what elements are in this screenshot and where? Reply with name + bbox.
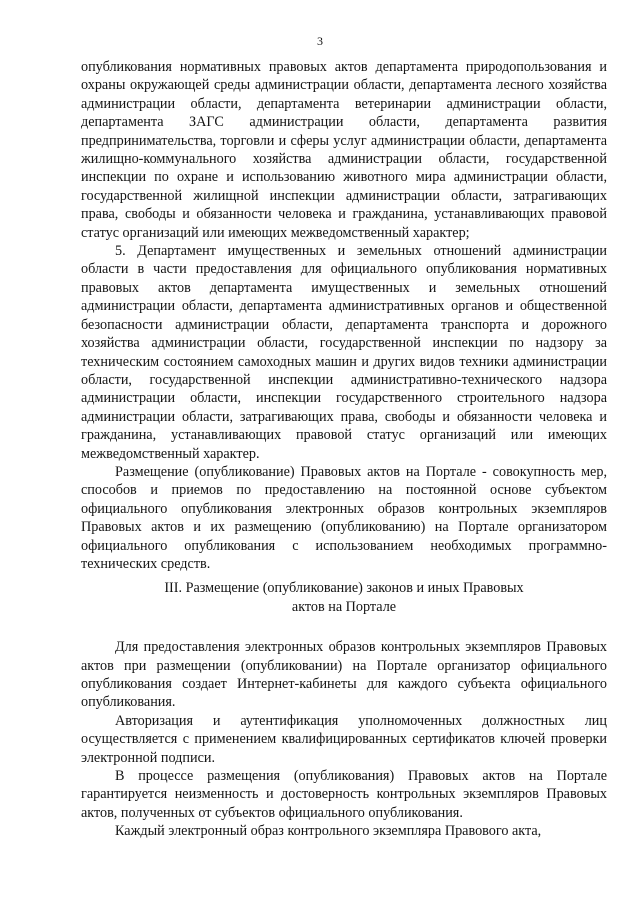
section-heading-line-1: III. Размещение (опубликование) законов и иных Правовых xyxy=(164,580,524,597)
paragraph-definition: Размещение (опубликование) Правовых актов на Портале - совокупность мер, способов и приемов по предоставлению на постоянной основе субъектом официального опубликования электронных образов контрольных экземпляров Правовых актов и их размещению (опубликованию) на Портале организатором официального опубликования с использованием необходимых программно-технических средств. xyxy=(81,463,607,572)
paragraph-electronic-image: Каждый электронный образ контрольного экземпляра Правового акта, xyxy=(115,823,542,840)
section-spacer xyxy=(81,616,607,638)
section-heading-line-2: актов на Портале xyxy=(291,598,397,615)
page-number: 3 xyxy=(317,34,323,48)
section-heading xyxy=(81,579,607,616)
paragraph-integrity: В процессе размещения (опубликования) Правовых актов на Портале гарантируется неизменность и достоверность контрольных экземпляров Правовых актов, полученных от субъектов официального опубликования. xyxy=(81,768,607,821)
paragraph-item-5: 5. Департамент имущественных и земельных отношений администрации области в части предоставления для официального опубликования нормативных правовых актов департамента имущественных и земельных отношений администрации области, департамента административных органов и общественной безопасности администрации области, департамента транспорта и дорожного хозяйства администрации области, государственной инспекции по надзору за техническим состоянием самоходных машин и других видов техники администрации области, государственной инспекции административно-технического надзора администрации области, инспекции государственного строительного надзора администрации области, затрагивающих права, свободы и обязанности человека и гражданина, устанавливающих правовой статус организаций или имеющих межведомственный характер. xyxy=(81,243,607,462)
paragraph-internet-cabinets: Для предоставления электронных образов контрольных экземпляров Правовых актов при размещении (опубликовании) на Портале организатор официального опубликования создает Интернет-кабинеты для каждого субъекта официального опубликования. xyxy=(81,639,607,711)
paragraph-authorization: Авторизация и аутентификация уполномоченных должностных лиц осуществляется с применением квалифицированных сертификатов ключей проверки электронной подписи. xyxy=(81,712,607,766)
document-body xyxy=(81,58,607,841)
paragraph-continuation: опубликования нормативных правовых актов департамента природопользования и охраны окружающей среды администрации области, департамента лесного хозяйства администрации области, департамента ветеринарии администрации области, департамента ЗАГС администрации области, департамента развития предпринимательства, торговли и сферы услуг администрации области, департамента жилищно-коммунального хозяйства администрации области, государственной инспекции по охране и использованию животного мира администрации области, государственной жилищной инспекции администрации области, затрагивающих права, свободы и обязанности человека и гражданина, устанавливающих правовой статус организаций или имеющих межведомственный характер; xyxy=(81,59,607,241)
